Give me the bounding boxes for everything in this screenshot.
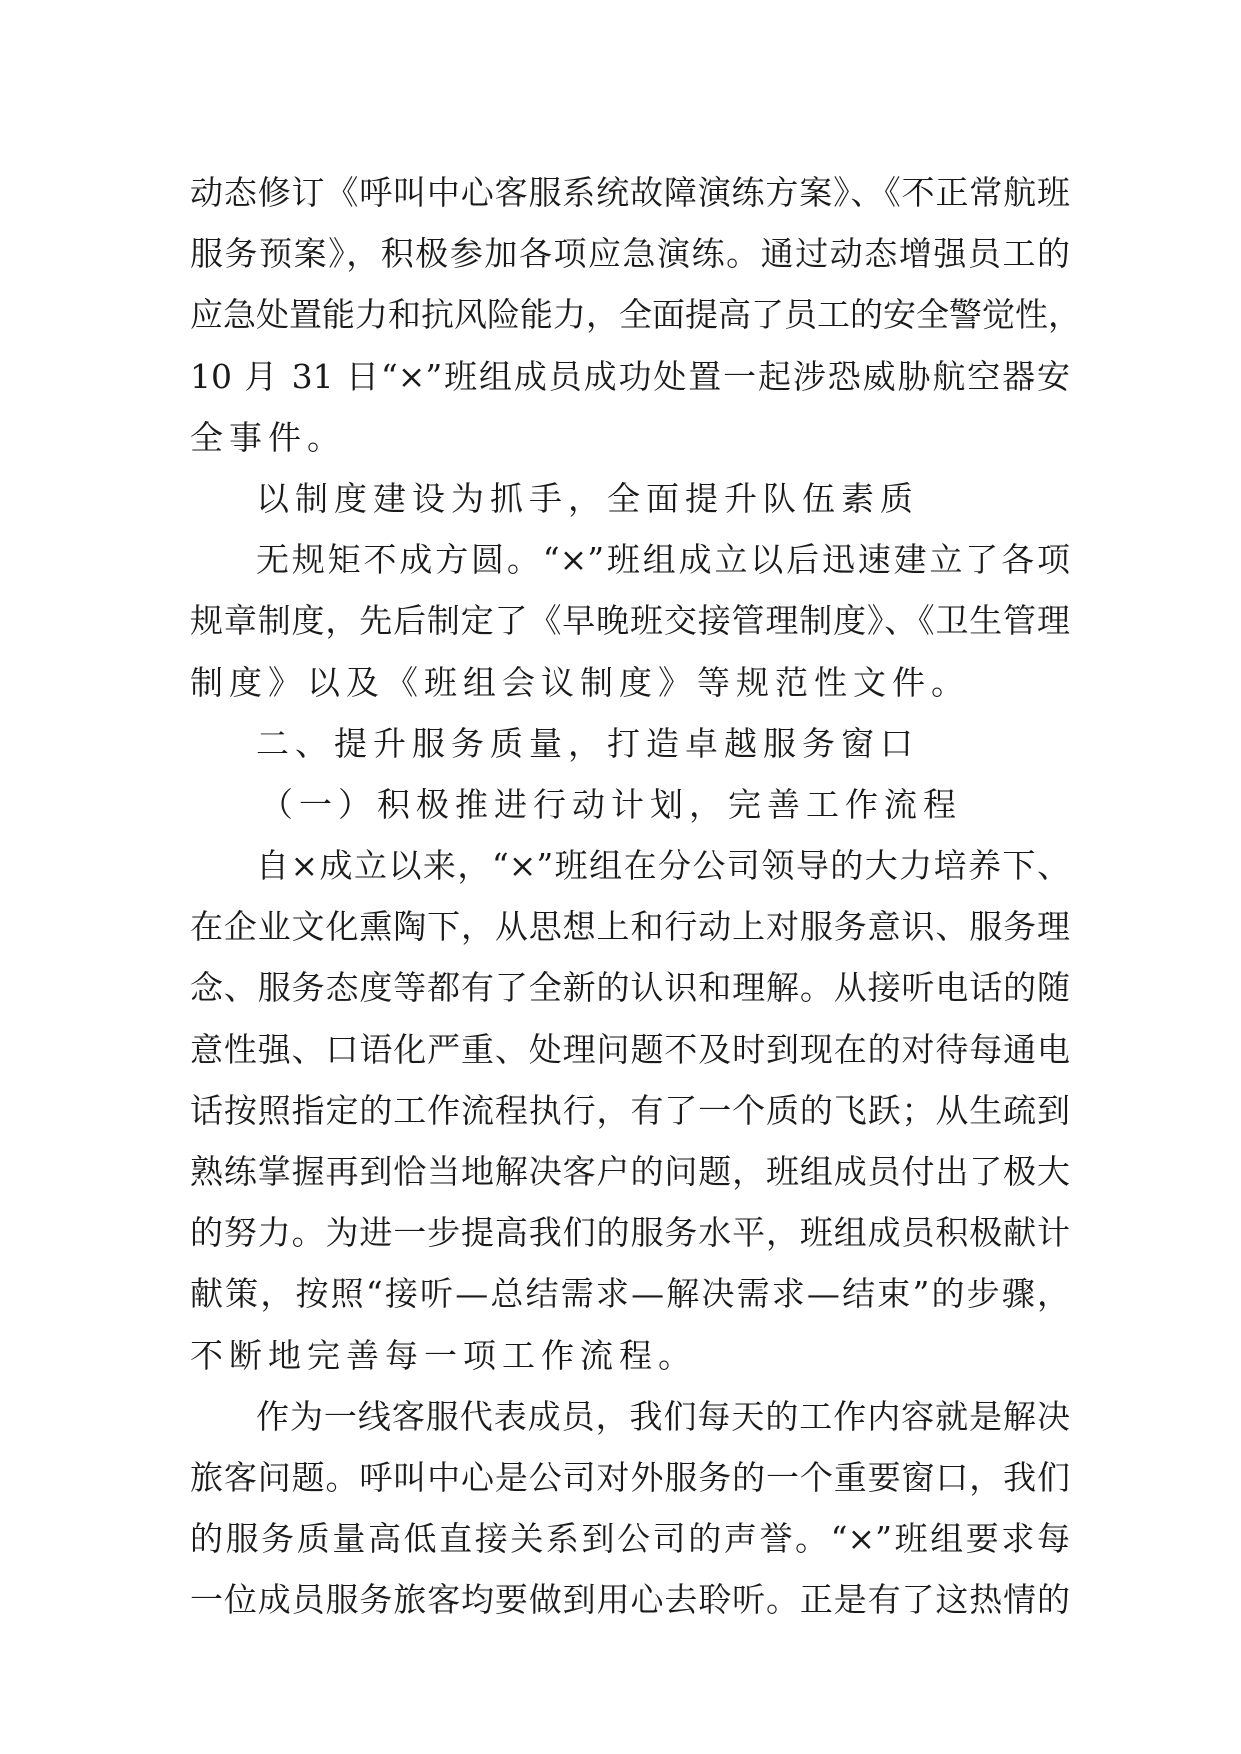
document-body [190, 162, 1081, 1631]
text-line: 动态修订《呼叫中心客服系统故障演练方案》、《不正常航班 [190, 173, 1070, 212]
subsection-heading: （一）积极推进行动计划，完善工作流程 [260, 784, 962, 824]
text-line: 献策，按照“接听—总结需求—解决需求—结束”的步骤， [190, 1274, 1070, 1314]
text-line: 在企业文化熏陶下，从思想上和行动上对服务意识、服务理 [190, 907, 1070, 947]
text-line: 规章制度，先后制定了《早晚班交接管理制度》、《卫生管理 [190, 601, 1070, 641]
text-line: 的服务质量高低直接关系到公司的声誉。“×”班组要求每 [190, 1519, 1070, 1559]
text-line: 服务预案》，积极参加各项应急演练。通过动态增强员工的 [190, 234, 1070, 274]
text-line: 无规矩不成方圆。“×”班组成立以后迅速建立了各项 [256, 540, 1070, 580]
text-line: 话按照指定的工作流程执行，有了一个质的飞跃；从生疏到 [190, 1090, 1070, 1130]
text-line: 熟练掌握再到恰当地解决客户的问题，班组成员付出了极大 [190, 1152, 1070, 1191]
section-heading: 以制度建设为抓手，全面提升队伍素质 [256, 478, 919, 518]
text-line: 自×成立以来，“×”班组在分公司领导的大力培养下、 [256, 846, 1070, 886]
text-line: 10 月 31 日“×”班组成员成功处置一起涉恐威胁航空器安 [190, 356, 1070, 396]
text-line: 不断地完善每一项工作流程。 [190, 1335, 697, 1375]
text-line: 一位成员服务旅客均要做到用心去聆听。正是有了这热情的 [190, 1580, 1070, 1620]
text-line: 作为一线客服代表成员，我们每天的工作内容就是解决 [256, 1396, 1070, 1436]
section-heading: 二、提升服务质量，打造卓越服务窗口 [256, 723, 919, 763]
text-line: 意性强、口语化严重、处理问题不及时到现在的对待每通电 [190, 1029, 1070, 1069]
text-line: 应急处置能力和抗风险能力，全面提高了员工的安全警觉性， [190, 295, 1081, 335]
text-line: 制度》以及《班组会议制度》等规范性文件。 [190, 662, 970, 702]
text-line: 旅客问题。呼叫中心是公司对外服务的一个重要窗口，我们 [190, 1457, 1070, 1497]
text-line: 念、服务态度等都有了全新的认识和理解。从接听电话的随 [190, 968, 1070, 1008]
text-line: 全事件。 [190, 417, 346, 457]
text-line: 的努力。为进一步提高我们的服务水平，班组成员积极献计 [190, 1213, 1070, 1253]
